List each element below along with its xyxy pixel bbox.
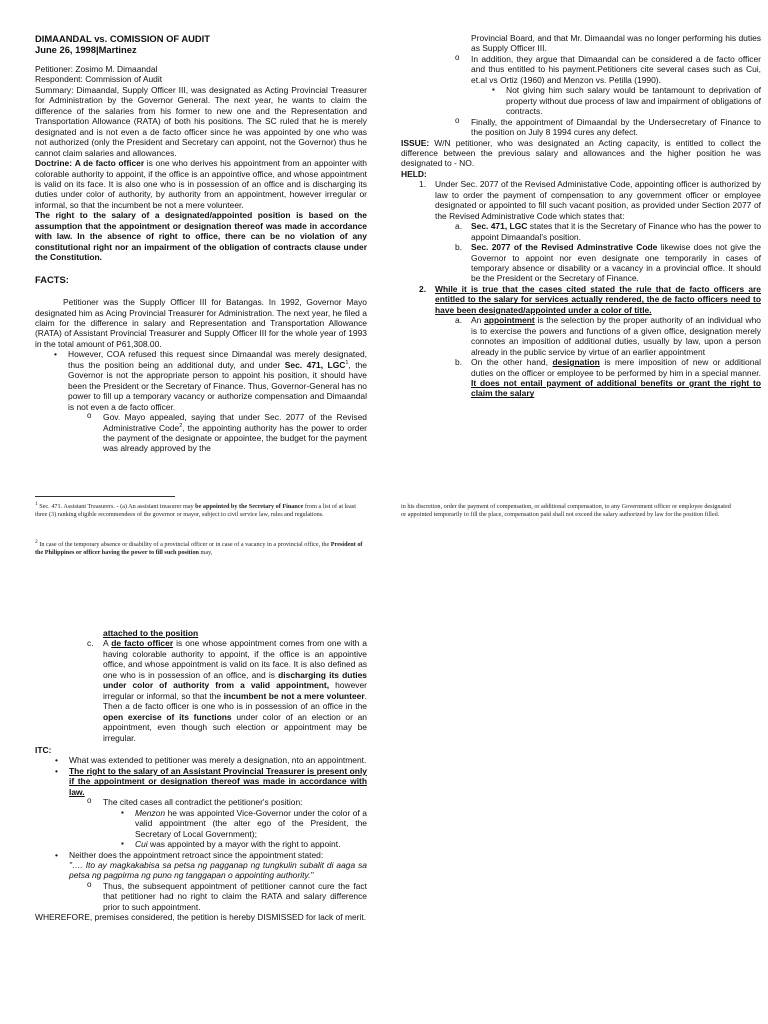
held-item-2a: a. An appointment is the selection by the proper authority of an individual who is to exercise the powers and functions of a given office, designation merely connotes an imposition of additional duties, usually by law, upon a person already in the public service by virtue of an earlier appointment bbox=[455, 315, 761, 357]
square-bullet-icon: ▪ bbox=[121, 839, 124, 849]
itc-sub-bullet-2: o Thus, the subsequent appointment of petitioner cannot cure the fact that petitioner had no right to claim the RATA and salary difference prior to such appointment. bbox=[87, 879, 367, 912]
doctrine-label: Doctrine: bbox=[35, 158, 73, 169]
circle-bullet-icon: o bbox=[87, 879, 92, 889]
bullet-icon: • bbox=[55, 755, 58, 766]
held-item-1b: b. Sec. 2077 of the Revised Adminstrative Code likewise does not give the Governor to appoint nor even designate one temporarily in cases of temporary absence or disability or a vacancy in a provincial office. It should be the President or the Secretary of Finance. bbox=[455, 242, 761, 284]
case-title: DIMAANDAL vs. COMISSION OF AUDIT bbox=[35, 33, 211, 44]
doctrine-paragraph bbox=[35, 158, 367, 210]
respondent-line: Respondent: Commission of Audit bbox=[35, 74, 163, 85]
itc-bullet-2: • The right to the salary of an Assistant Provincial Treasurer is present only if the appointment or designation thereof was made in accordance with law. bbox=[55, 765, 367, 797]
sub1-split: , the appointing authority has the power to order the payment of the designate or appointee, the budget for the payment was already approved by the bbox=[103, 422, 367, 454]
bottom-column bbox=[35, 628, 367, 923]
doctrine-bold-paragraph: The right to the salary of a designated/appointed position is based on the assumption that the appointment or designation thereof was made in accordance with law. In the absence of right to office, there can be no violation of any constitutional right nor an impairment of the obligation of contracts clause under the Constitution. bbox=[35, 210, 367, 263]
bullet-icon: • bbox=[55, 765, 58, 776]
footnote-ref-1: 1 bbox=[345, 359, 349, 366]
held-item-2b-cont: attached to the position bbox=[103, 628, 199, 638]
footnote-2: $^2$ In case of the temporary absence or disability of a provincial officer or in case of a vacancy in a provincial office, the President of the Philippines or officer having the power to fill such position may, bbox=[35, 538, 363, 557]
facts-sub-bullet-3: o Finally, the appointment of Dimaandal by the Undersecretary of Finance to the position on July 8 1994 cures any defect. bbox=[455, 115, 761, 138]
bullet-icon: • bbox=[54, 349, 57, 360]
held-item-2: 2. While it is true that the cases cited stated the rule that de facto officers are entitled to the salary for services actually rendered, the de facto officers need to have been designated/appointed under a color of title. bbox=[419, 283, 761, 315]
sec-471-ref: Sec. 471, LGC bbox=[284, 359, 346, 370]
doctrine-text: is one who derives his appointment from an appointer with colorable authority to appoint, if the office is an appointive office, and whose appointment is valid on its face. It is also one who is in possession of an office and is discharging its duties under color of authority, by authority from an appointment, however irregular or informal, so that the incumbent be not a mere volunteer. bbox=[35, 158, 367, 210]
held-item-1a: a. Sec. 471, LGC states that it is the Secretary of Finance who has the power to appoint Dimaandal's position. bbox=[455, 221, 762, 242]
itc-square-2: ▪ Cui was appointed by a mayor with the right to appoint. bbox=[121, 839, 341, 850]
summary-paragraph: Summary: Dimaandal, Supply Officer III, was designated as Acting Provincial Treasurer for Administration by the Governor General. The next year, he wants to claim the difference of the salaries from his former to new one and the Representation and Transportation Allowance (RATA) of both his positions. The SC ruled that he is merely designated and is not even a de facto officer since he was appointed by one who was not authorized (only the President and Secretary can appoint, not the Governor) thus he cannot claim salaries and allowances. bbox=[35, 84, 367, 158]
circle-bullet-icon: o bbox=[455, 115, 460, 125]
doctrine-term: A de facto officer bbox=[74, 158, 145, 169]
itc-label: ITC: bbox=[35, 744, 52, 755]
square-bullet-icon: ▪ bbox=[492, 85, 495, 95]
petitioner-line: Petitioner: Zosimo M. Dimaandal bbox=[35, 64, 158, 74]
held-item-2c: c. A de facto officer is one whose appointment comes from one with a having colorable authority to appoint, if the office is an appointive office, and whose appointment is valid on its face. It is also defined as one who is in possession of an office, and is discharging its duties under color of authority from a valid appointment, however irregular or informal, so that the incumbent be not a mere volunteer. Then a de facto officer is one who is in possession of an office in the open exercise of its functions under color of an election or an appointment, even though such election or appointment may be irregular. bbox=[87, 638, 368, 743]
itc-square-1: ▪ Menzon he was appointed Vice-Governor under the color of a valid appointment (the alter ego of the President, the Secretary of Local Government); bbox=[121, 807, 367, 839]
footnote-2-continued: in his discretion, order the payment of compensation, or additional compensation, to any Government officer or employee designated or appointed temporarily to fill the place, compensation paid shall not exceed the salary authorized by law for the position filled. bbox=[401, 503, 731, 519]
facts-sub-bullet-1: o Gov. Mayo appealed, saying that under Sec. 2077 of the Revised Administrative Code$^2$, the appointing authority has the power to order the payment of the designate or appointee, the budget for the payment was already approved by the bbox=[87, 411, 367, 454]
footnote-ref-2: 2 bbox=[179, 422, 183, 429]
facts-paragraph: Petitioner was the Supply Officer III for Batangas. In 1992, Governor Mayo designated him as Acing Provincial Treasurer for Administration. The next year, he filed a claim for the difference in salary and Representation and Transportation Allowance (RATA) of Assistant Provincial Treasurer and Supply Officer III for the whole year of 1993 in the total amount of P61,308.00. bbox=[35, 297, 367, 349]
facts-square-bullet: ▪ Not giving him such salary would be tantamount to deprivation of property without due process of law and impairment of obligations of contracts. bbox=[492, 85, 761, 117]
case-date-line: June 26, 1998|Martinez bbox=[35, 44, 137, 55]
footnote-1: $^1$ Sec. 471. Assistant Treasurers. - (a) An assistant treasurer may be appointed by the Secretary of Finance from a list of at least three (3) ranking eligible recommendees of the governor or mayor, subject to civil service law, rules and regulations. bbox=[35, 500, 356, 519]
facts-bullet-1: • However, COA refused this request since Dimaandal was merely designated, thus the position being an additional duty, and under Sec. 471, LGC$^1$, the Governor is not the appropriate person to appoint his position, it should have been the President or the Secretary of Finance. Thus, Governor-General has no power to fill up a temporary vacancy or authorize compensation and Dimaandal is not even a de facto officer. bbox=[54, 349, 367, 412]
wherefore-paragraph: WHEREFORE, premises considered, the petition is hereby DISMISSED for lack of merit. bbox=[35, 912, 367, 923]
bullet-icon: • bbox=[55, 849, 58, 860]
issue-paragraph: ISSUE: W/N petitioner, who was designated an Acting capacity, is entitled to collect the difference between the previous salary and allowances and the higher position he was designated to - NO. bbox=[401, 137, 761, 169]
footnote-divider bbox=[35, 496, 175, 497]
itc-sub-bullet: o The cited cases all contradict the petitioner's position: bbox=[87, 796, 303, 808]
issue-label: ISSUE: bbox=[401, 137, 430, 148]
held-item-2b: b. On the other hand, designation is mere imposition of new or additional duties on the officer or employee to be performed by him in a special manner. It does not entail payment of additional benefits or grant the right to claim the salary bbox=[455, 357, 761, 399]
sub1-continuation: Provincial Board, and that Mr. Dimaandal was no longer performing his duties as Supply Officer III. bbox=[471, 33, 761, 54]
itc-bullet-3: • Neither does the appointment retroact since the appointment stated: "…. Ito ay magkakabisa sa petsa ng pagganap ng tungkulin subalit di aaga sa petsa ng pagpirma ng puno ng tanggapan o appointing authority." bbox=[55, 849, 367, 881]
right-column bbox=[401, 33, 761, 399]
square-bullet-icon: ▪ bbox=[121, 807, 124, 817]
circle-bullet-icon: o bbox=[87, 796, 92, 806]
circle-bullet-icon: o bbox=[455, 52, 460, 62]
held-label: HELD: bbox=[401, 168, 427, 179]
facts-sub-bullet-2: o In addition, they argue that Dimaandal can be considered a de facto officer and thus entitled to his payment.Petitioners cite several cases such as Cui, et.al vs Ortiz (1960) and Menzon vs. Petilla (1990). bbox=[455, 52, 761, 85]
itc-bullet-1: • What was extended to petitioner was merely a designation, nto an appointment. bbox=[55, 755, 367, 766]
facts-heading: FACTS: bbox=[35, 273, 69, 285]
held-item-1: 1. Under Sec. 2077 of the Revised Administative Code, appointing officer is authorized by law to order the payment of compensation to any government officer or employee designated or appointed to fill such vacant position, as provided under Section 2077 of the Revised Administrative Code which states that: bbox=[419, 179, 761, 221]
circle-bullet-icon: o bbox=[87, 411, 92, 421]
left-column bbox=[35, 33, 367, 454]
facts-sub-bullet-1-cont bbox=[471, 33, 761, 54]
itc-quote: "…. Ito ay magkakabisa sa petsa ng pagganap ng tungkulin subalit di aaga sa petsa ng pagpirma ng puno ng tanggapan o appointing authority." bbox=[69, 859, 367, 881]
